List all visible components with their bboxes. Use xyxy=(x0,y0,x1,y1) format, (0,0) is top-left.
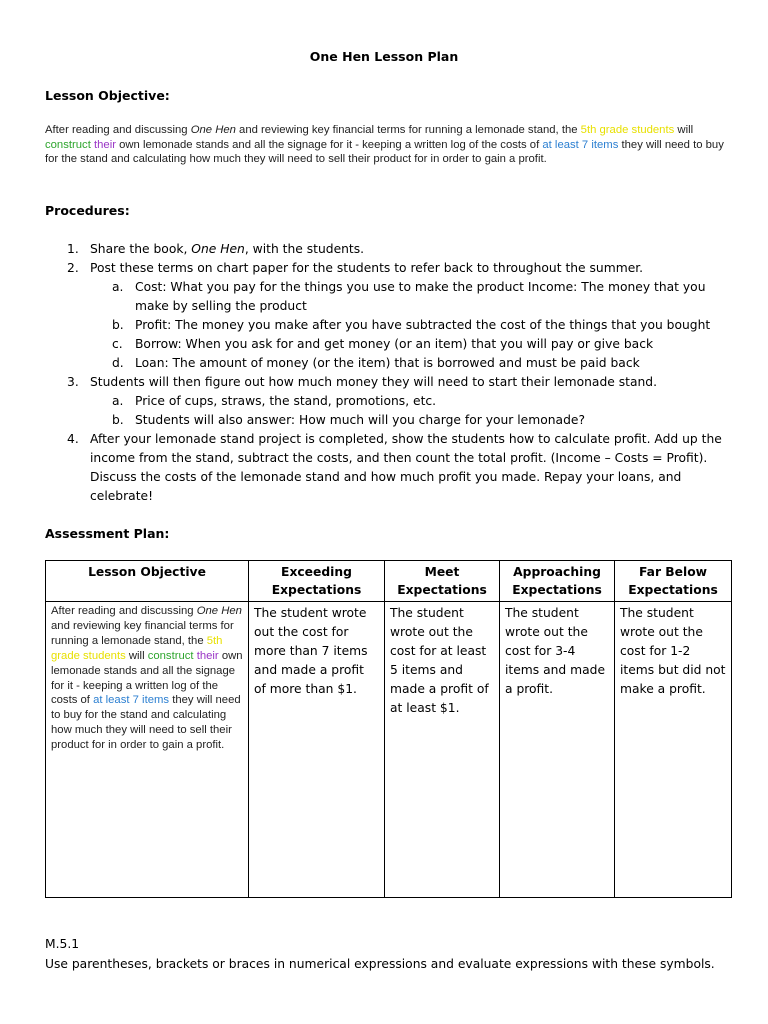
procedures-list xyxy=(45,240,725,506)
sub-list xyxy=(90,392,725,430)
table-header-row xyxy=(46,561,732,602)
lesson-objective-text: After reading and discussing One Hen and reviewing key financial terms for running a lemonade stand, the 5th grade students will construct their own lemonade stands and all the signage for it - keeping a written log of the costs of at least 7 items they will need to buy for the stand and calculating how much they will need to sell their product for in order to gain a profit. xyxy=(45,124,724,166)
sub-list xyxy=(90,278,725,373)
standard-text: Use parentheses, brackets or braces in numerical expressions and evaluate expressions with these symbols. xyxy=(45,957,715,971)
list-item: 3. Students will then figure out how much money they will need to start their lemonade stand. a. Price of cups, straws, the stand, promotions, etc. b. Students will also answer: How much will you charge for your lemonade? xyxy=(45,373,725,430)
standard-code: M.5.1 xyxy=(45,937,80,951)
lesson-objective-heading: Lesson Objective: xyxy=(45,88,170,103)
list-item: c. Borrow: When you ask for and get money (or an item) that you will pay or give back xyxy=(112,337,654,351)
list-item: b. Profit: The money you make after you have subtracted the cost of the things that you bought xyxy=(112,318,711,332)
list-item: 2. Post these terms on chart paper for the students to refer back to throughout the summer. a. Cost: What you pay for the things you use to make the product Income: The money that you make by selling the product b. Profit: The money you make after you have subtracted the cost of the things that you bought c. Borrow: When you ask for and get money (or an item) that you will pay or give back d. Loan: The amount of money (or the item) that is borrowed and must be paid back xyxy=(45,259,725,373)
list-item: 4. After your lemonade stand project is completed, show the students how to calculate profit. Add up the income from the stand, subtract the costs, and then count the total profit. (Income – Costs = Profit). Discuss the costs of the lemonade stand and how much profit you made. Repay your loans, and celebrate! xyxy=(67,432,722,503)
list-item: d. Loan: The amount of money (or the item) that is borrowed and must be paid back xyxy=(112,356,640,370)
table-header: Lesson Objective xyxy=(46,561,249,602)
assessment-table xyxy=(45,560,732,898)
list-item: 1. Share the book, One Hen, with the students. xyxy=(67,242,365,256)
criteria-cell: The student wrote out the cost for at least 5 items and made a profit of at least $1. xyxy=(385,602,500,898)
table-header: Exceeding Expectations xyxy=(249,561,385,602)
table-row xyxy=(46,602,732,898)
list-item: a. Cost: What you pay for the things you use to make the product Income: The money that you make by selling the product xyxy=(112,280,706,313)
list-item: b. Students will also answer: How much will you charge for your lemonade? xyxy=(112,413,585,427)
page-title: One Hen Lesson Plan xyxy=(309,49,459,64)
table-header: Meet Expectations xyxy=(385,561,500,602)
criteria-cell: The student wrote out the cost for 3-4 items and made a profit. xyxy=(500,602,615,898)
table-header: Approaching Expectations xyxy=(500,561,615,602)
procedures-heading: Procedures: xyxy=(45,203,130,218)
list-item: a. Price of cups, straws, the stand, promotions, etc. xyxy=(112,394,437,408)
assessment-heading: Assessment Plan: xyxy=(45,526,170,541)
table-header: Far Below Expectations xyxy=(615,561,732,602)
criteria-cell: The student wrote out the cost for 1-2 items but did not make a profit. xyxy=(615,602,732,898)
criteria-cell: The student wrote out the cost for more than 7 items and made a profit of more than $1. xyxy=(249,602,385,898)
objective-cell: After reading and discussing One Hen and reviewing key financial terms for running a lemonade stand, the 5th grade students will construct their own lemonade stands and all the signage for it - keeping a written log of the costs of at least 7 items they will need to buy for the stand and calculating how much they will need to sell their product for in order to gain a profit. xyxy=(46,602,249,898)
